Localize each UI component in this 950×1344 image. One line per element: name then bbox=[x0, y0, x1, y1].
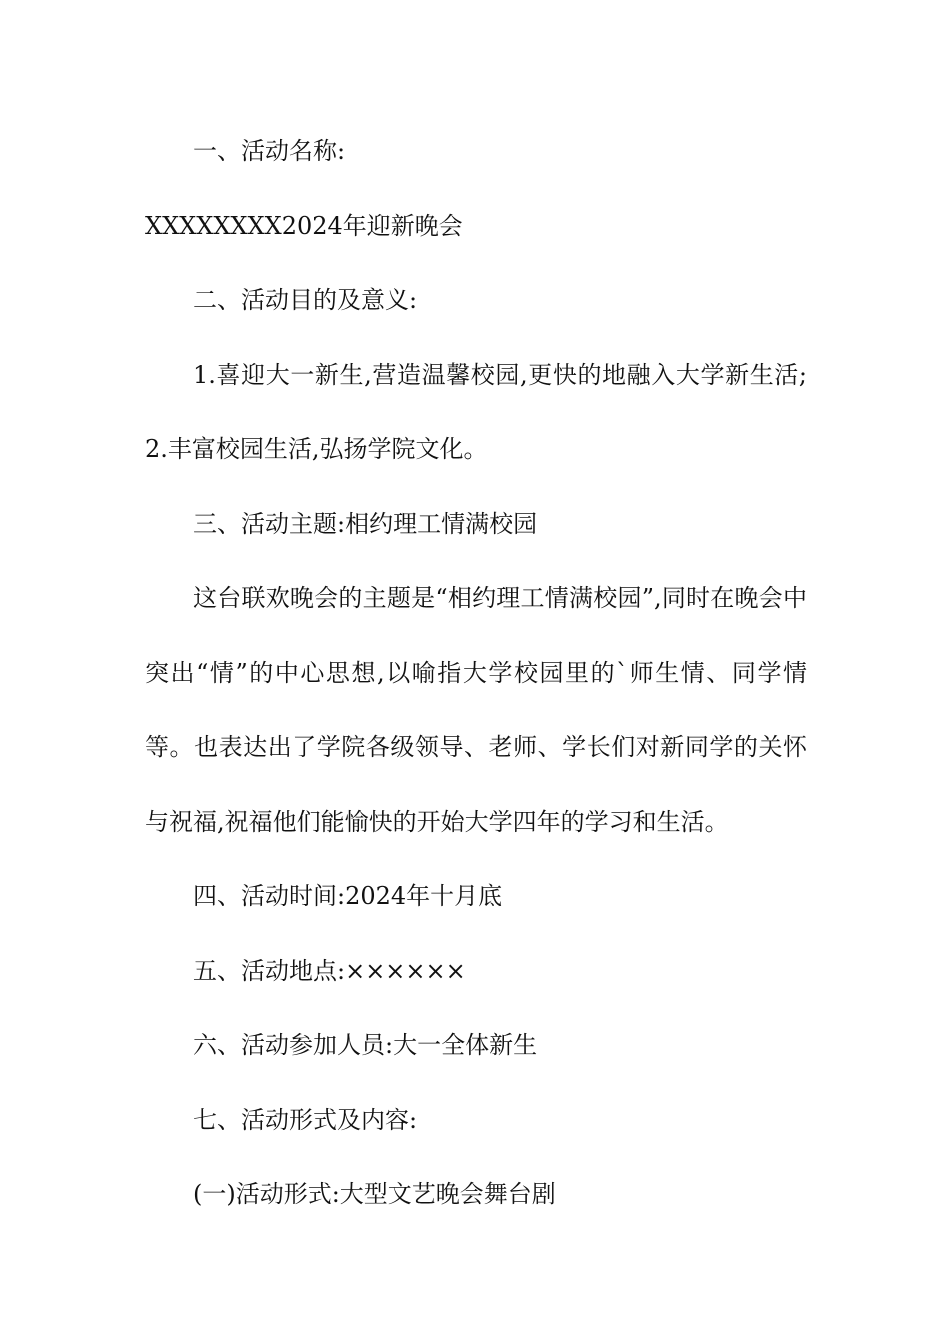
heading-activity-format-content: 七、活动形式及内容: bbox=[193, 1105, 418, 1134]
heading-activity-name: 一、活动名称: bbox=[193, 137, 346, 165]
activity-purpose-text: 1.喜迎大一新生,营造温馨校园,更快的地融入大学新生活;2.丰富校园生活,弘扬学院文化。 bbox=[145, 360, 807, 463]
heading-activity-theme: 三、活动主题:相约理工情满校园 bbox=[193, 509, 538, 538]
heading-activity-purpose: 二、活动目的及意义: bbox=[193, 286, 418, 314]
heading-activity-location: 五、活动地点:×××××× bbox=[193, 956, 466, 985]
activity-name-value: XXXXXXXX2024年迎新晚会 bbox=[145, 211, 463, 240]
activity-theme-description: 这台联欢晚会的主题是“相约理工情满校园”,同时在晚会中突出“情”的中心思想,以喻指大学校园里的`师生情、同学情等。也表达出了学院各级领导、老师、学长们对新同学的关怀与祝福,祝福他们能愉快的开始大学四年的学习和生活。 bbox=[145, 584, 807, 836]
heading-activity-participants: 六、活动参加人员:大一全体新生 bbox=[193, 1031, 538, 1059]
document-body bbox=[145, 114, 807, 1232]
activity-format-item: (一)活动形式:大型文艺晚会舞台剧 bbox=[193, 1180, 556, 1208]
heading-activity-time: 四、活动时间:2024年十月底 bbox=[193, 882, 503, 910]
